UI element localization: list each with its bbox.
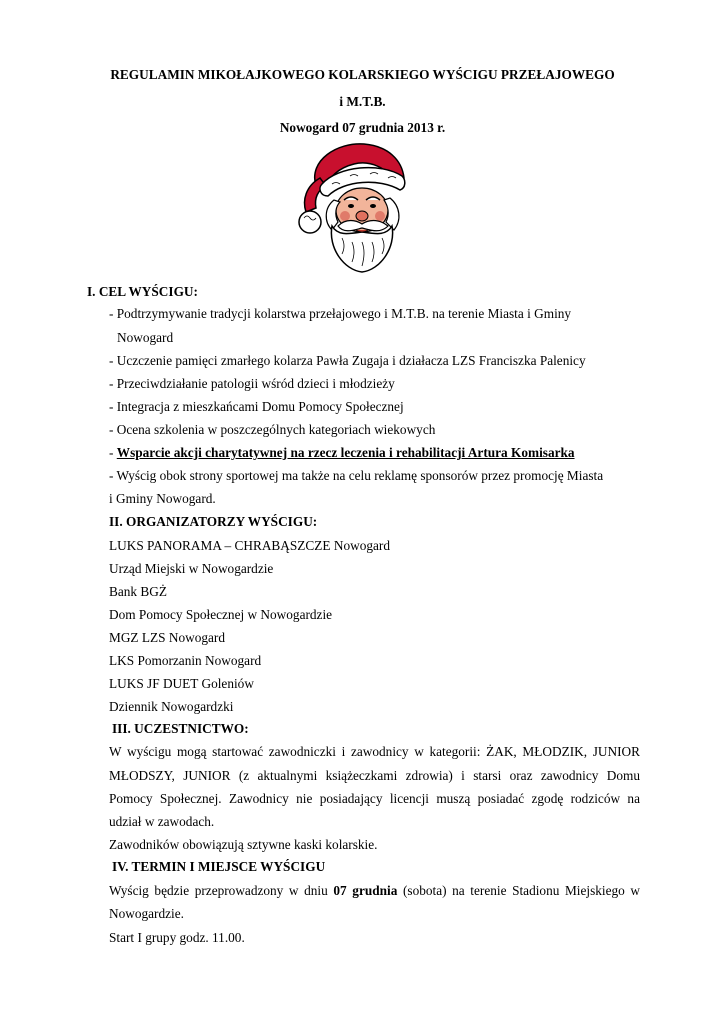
date-place-pre: Wyścig będzie przeprowadzony w dniu <box>109 883 328 898</box>
document-date: Nowogard 07 grudnia 2013 r. <box>279 120 446 135</box>
goal-item: - Integracja z mieszkańcami Domu Pomocy Społecznej <box>109 399 404 414</box>
organizer-item: LUKS JF DUET Goleniów <box>109 676 254 691</box>
participation-text-line: Pomocy Społecznej. Zawodnicy nie posiadający licencji muszą posiadać zgodę rodziców na <box>109 791 640 806</box>
organizer-item: Dom Pomocy Społecznej w Nowogardzie <box>109 607 333 622</box>
goal-item: - Przeciwdziałanie patologii wśród dzieci i młodzieży <box>109 376 395 391</box>
date-place-text-line: Nowogardzie. <box>109 906 184 921</box>
organizer-item: Bank BGŻ <box>109 584 167 599</box>
goal-item-charity <box>109 444 575 462</box>
organizer-item: Dziennik Nowogardzki <box>109 699 234 714</box>
section-heading-participation: III. UCZESTNICTWO: <box>112 721 249 736</box>
goal-item: - Uczczenie pamięci zmarłego kolarza Pawła Zugaja i działacza LZS Franciszka Palenicy <box>109 353 586 368</box>
helmet-requirement: Zawodników obowiązują sztywne kaski kolarskie. <box>109 837 378 852</box>
start-time: Start I grupy godz. 11.00. <box>109 930 245 945</box>
goal-item: - Podtrzymywanie tradycji kolarstwa przełajowego i M.T.B. na terenie Miasta i Gminy <box>109 306 572 321</box>
organizer-item: LKS Pomorzanin Nowogard <box>109 653 262 668</box>
date-place-text-line <box>109 882 640 900</box>
charity-prefix: - <box>109 445 117 460</box>
document-subtitle: i M.T.B. <box>339 94 386 109</box>
goal-item: - Wyścig obok strony sportowej ma także na celu reklamę sponsorów przez promocję Miasta <box>109 468 604 483</box>
organizer-item: LUKS PANORAMA – CHRABĄSZCZE Nowogard <box>109 538 390 553</box>
participation-text-line: udział w zawodach. <box>109 814 215 829</box>
goal-item: i Gminy Nowogard. <box>109 491 216 506</box>
charity-support-text: Wsparcie akcji charytatywnej na rzecz leczenia i rehabilitacji Artura Komisarka <box>116 445 575 460</box>
participation-text-line: MŁODSZY, JUNIOR (z aktualnymi książeczkami zdrowia) i starsi oraz zawodnicy Domu <box>109 768 640 783</box>
date-place-post: (sobota) na terenie Stadionu Miejskiego w <box>402 883 640 898</box>
section-heading-organizers: II. ORGANIZATORZY WYŚCIGU: <box>109 514 318 529</box>
participation-text-line: W wyścigu mogą startować zawodniczki i zawodnicy w kategorii: ŻAK, MŁODZIK, JUNIOR <box>109 744 640 759</box>
santa-claus-illustration <box>298 138 418 276</box>
goal-item: - Ocena szkolenia w poszczególnych kategoriach wiekowych <box>109 422 436 437</box>
document-title: REGULAMIN MIKOŁAJKOWEGO KOLARSKIEGO WYŚCIGU PRZEŁAJOWEGO <box>110 67 615 82</box>
goal-item: Nowogard <box>117 330 174 345</box>
organizer-item: MGZ LZS Nowogard <box>109 630 225 645</box>
section-heading-date-place: IV. TERMIN I MIEJSCE WYŚCIGU <box>112 859 326 874</box>
race-date: 07 grudnia <box>333 883 398 898</box>
organizer-item: Urząd Miejski w Nowogardzie <box>109 561 274 576</box>
section-heading-goals: I. CEL WYŚCIGU: <box>87 284 198 299</box>
